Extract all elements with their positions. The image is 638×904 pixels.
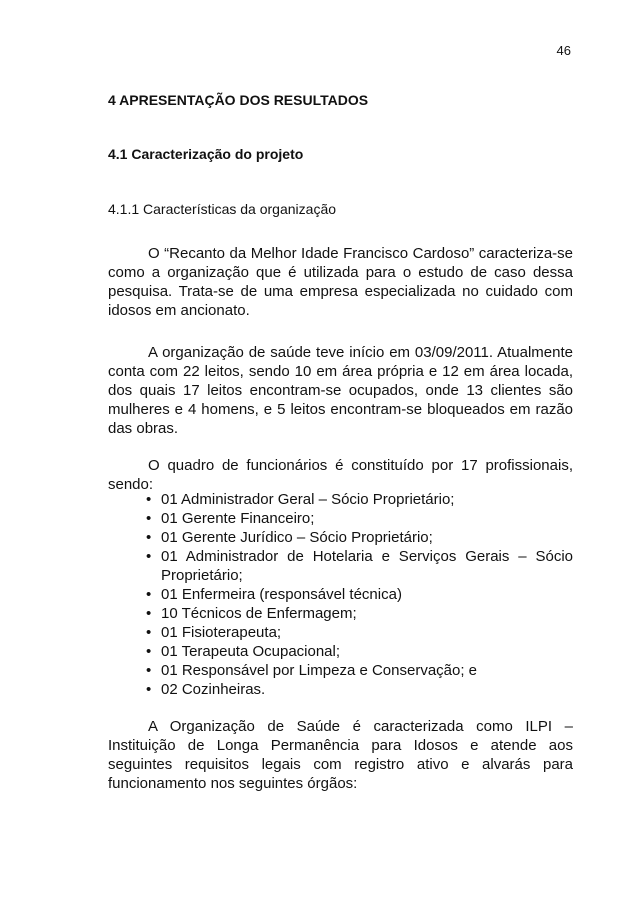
- bullet: •: [146, 510, 152, 527]
- list-item: [146, 661, 573, 680]
- list-item: [146, 623, 573, 642]
- bullet: •: [146, 548, 152, 565]
- list-item-text: 01 Administrador Geral – Sócio Proprietário;: [161, 491, 455, 508]
- list-item-text: 01 Terapeuta Ocupacional;: [161, 643, 341, 660]
- list-item: [146, 547, 573, 585]
- list-item-text: 01 Administrador de Hotelaria e Serviços Gerais – Sócio Proprietário;: [161, 548, 573, 584]
- bullet: •: [146, 586, 152, 603]
- list-item-text: 01 Gerente Financeiro;: [161, 510, 315, 527]
- paragraph-ilpi-requirements: A Organização de Saúde é caracterizada como ILPI – Instituição de Longa Permanência para Idosos e atende aos seguintes requisitos legais com registro ativo e alvarás para funcionamento nos seguintes órgãos:: [108, 718, 573, 792]
- staff-list: [146, 490, 573, 699]
- list-item-text: 02 Cozinheiras.: [161, 681, 266, 698]
- list-item: [146, 509, 573, 528]
- bullet: •: [146, 605, 152, 622]
- list-item: [146, 604, 573, 623]
- paragraph-organization-intro: O “Recanto da Melhor Idade Francisco Cardoso” caracteriza-se como a organização que é utilizada para o estudo de caso dessa pesquisa. Trata-se de uma empresa especializada no cuidado com idosos em ancionato.: [108, 245, 573, 319]
- list-item: [146, 585, 573, 604]
- bullet: •: [146, 529, 152, 546]
- list-item-text: 10 Técnicos de Enfermagem;: [161, 605, 357, 622]
- list-item: [146, 528, 573, 547]
- bullet: •: [146, 491, 152, 508]
- section-heading: 4 APRESENTAÇÃO DOS RESULTADOS: [108, 92, 369, 108]
- list-item: [146, 490, 573, 509]
- bullet: •: [146, 662, 152, 679]
- list-item-text: 01 Responsável por Limpeza e Conservação; e: [161, 662, 478, 679]
- page-number: 46: [556, 43, 571, 58]
- subsubsection-heading: 4.1.1 Características da organização: [108, 201, 337, 217]
- bullet: •: [146, 624, 152, 641]
- bullet: •: [146, 643, 152, 660]
- subsection-heading: 4.1 Caracterização do projeto: [108, 146, 304, 162]
- paragraph-staff-intro: O quadro de funcionários é constituído por 17 profissionais, sendo:: [108, 457, 573, 493]
- bullet: •: [146, 681, 152, 698]
- list-item-text: 01 Enfermeira (responsável técnica): [161, 586, 402, 603]
- list-item-text: 01 Fisioterapeuta;: [161, 624, 282, 641]
- list-item: [146, 680, 573, 699]
- paragraph-organization-history: A organização de saúde teve início em 03/09/2011. Atualmente conta com 22 leitos, sendo 10 em área própria e 12 em área locada, dos quais 17 leitos encontram-se ocupados, onde 13 clientes são mulheres e 4 homens, e 5 leitos encontram-se bloqueados em razão das obras.: [108, 344, 573, 437]
- list-item: [146, 642, 573, 661]
- list-item-text: 01 Gerente Jurídico – Sócio Proprietário;: [161, 529, 433, 546]
